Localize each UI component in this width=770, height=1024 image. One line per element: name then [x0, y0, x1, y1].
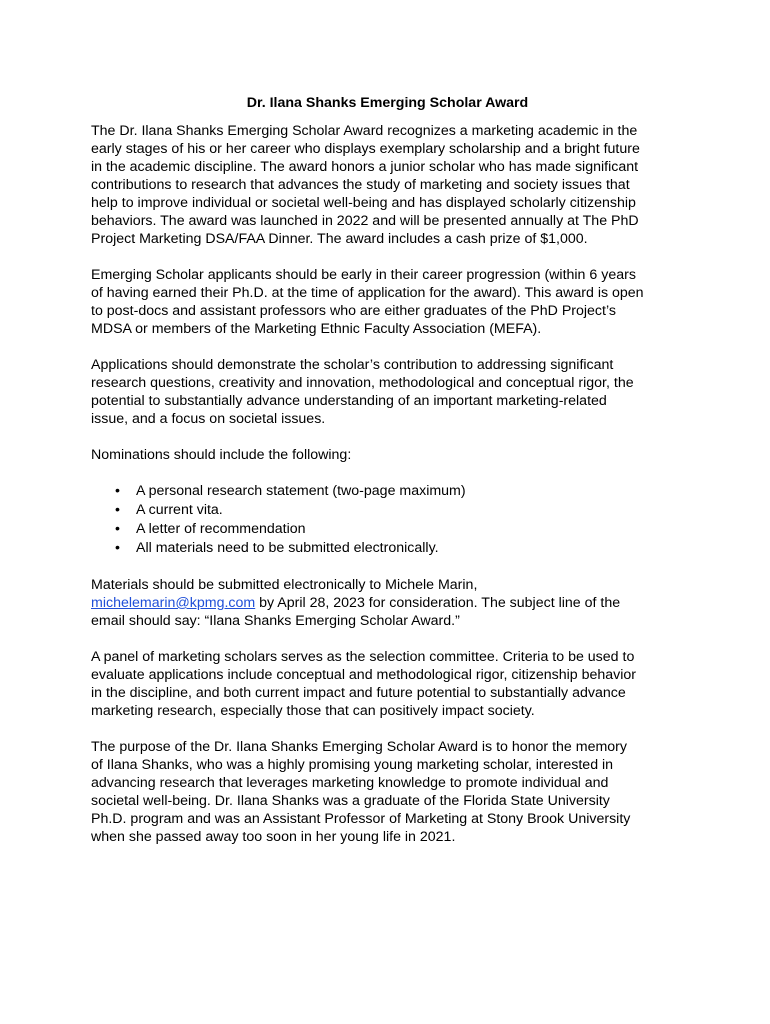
list-item-text: A personal research statement (two-page maximum) [136, 483, 466, 499]
list-item [91, 539, 684, 558]
paragraph-award-overview: The Dr. Ilana Shanks Emerging Scholar Award recognizes a marketing academic in the early stages of his or her career who displays exemplary scholarship and a bright future in the academic discipline. The award honors a junior scholar who has made significant contributions to research that advances the study of marketing and society issues that help to improve individual or societal well-being and has displayed scholarly citizenship behaviors. The award was launched in 2022 and will be presented annually at The PhD Project Marketing DSA/FAA Dinner. The award includes a cash prize of $1,000. [91, 123, 640, 247]
document-title: Dr. Ilana Shanks Emerging Scholar Award [246, 95, 529, 111]
submission-email-link[interactable]: michelemarin@kpmg.com [91, 595, 256, 611]
bullet-icon: • [115, 540, 120, 556]
bullet-icon: • [115, 502, 120, 518]
list-item [91, 482, 684, 501]
submission-details: by April 28, 2023 for consideration. The subject line of the email should say: “Ilana Shanks Emerging Scholar Award.” [91, 595, 621, 629]
paragraph-nominations-intro: Nominations should include the following: [91, 447, 352, 463]
paragraph-eligibility: Emerging Scholar applicants should be early in their career progression (within 6 years of having earned their Ph.D. at the time of application for the award). This award is open to post-docs and assistant professors who are either graduates of the PhD Project’s MDSA or members of the Marketing Ethnic Faculty Association (MEFA). [91, 267, 644, 337]
list-item [91, 520, 684, 539]
paragraph-submission [91, 576, 684, 630]
paragraph-selection-committee: A panel of marketing scholars serves as the selection committee. Criteria to be used to evaluate applications include conceptual and methodological rigor, citizenship behavior in the discipline, and both current impact and future potential to substantially advance marketing research, especially those that can positively impact society. [91, 649, 636, 719]
nomination-requirements-list [91, 482, 684, 558]
paragraph-award-purpose: The purpose of the Dr. Ilana Shanks Emerging Scholar Award is to honor the memory of Ilana Shanks, who was a highly promising young marketing scholar, interested in advancing research that leverages marketing knowledge to promote individual and societal well-being. Dr. Ilana Shanks was a graduate of the Florida State University Ph.D. program and was an Assistant Professor of Marketing at Stony Brook University when she passed away too soon in her young life in 2021. [91, 739, 631, 845]
list-item-text: All materials need to be submitted electronically. [136, 540, 439, 556]
list-item [91, 501, 684, 520]
list-item-text: A current vita. [136, 502, 223, 518]
submission-intro: Materials should be submitted electronically to Michele Marin, [91, 577, 478, 593]
bullet-icon: • [115, 521, 120, 537]
bullet-icon: • [115, 483, 120, 499]
paragraph-application-criteria: Applications should demonstrate the scholar’s contribution to addressing significant research questions, creativity and innovation, methodological and conceptual rigor, the potential to substantially advance understanding of an important marketing-related issue, and a focus on societal issues. [91, 357, 634, 427]
list-item-text: A letter of recommendation [136, 521, 306, 537]
